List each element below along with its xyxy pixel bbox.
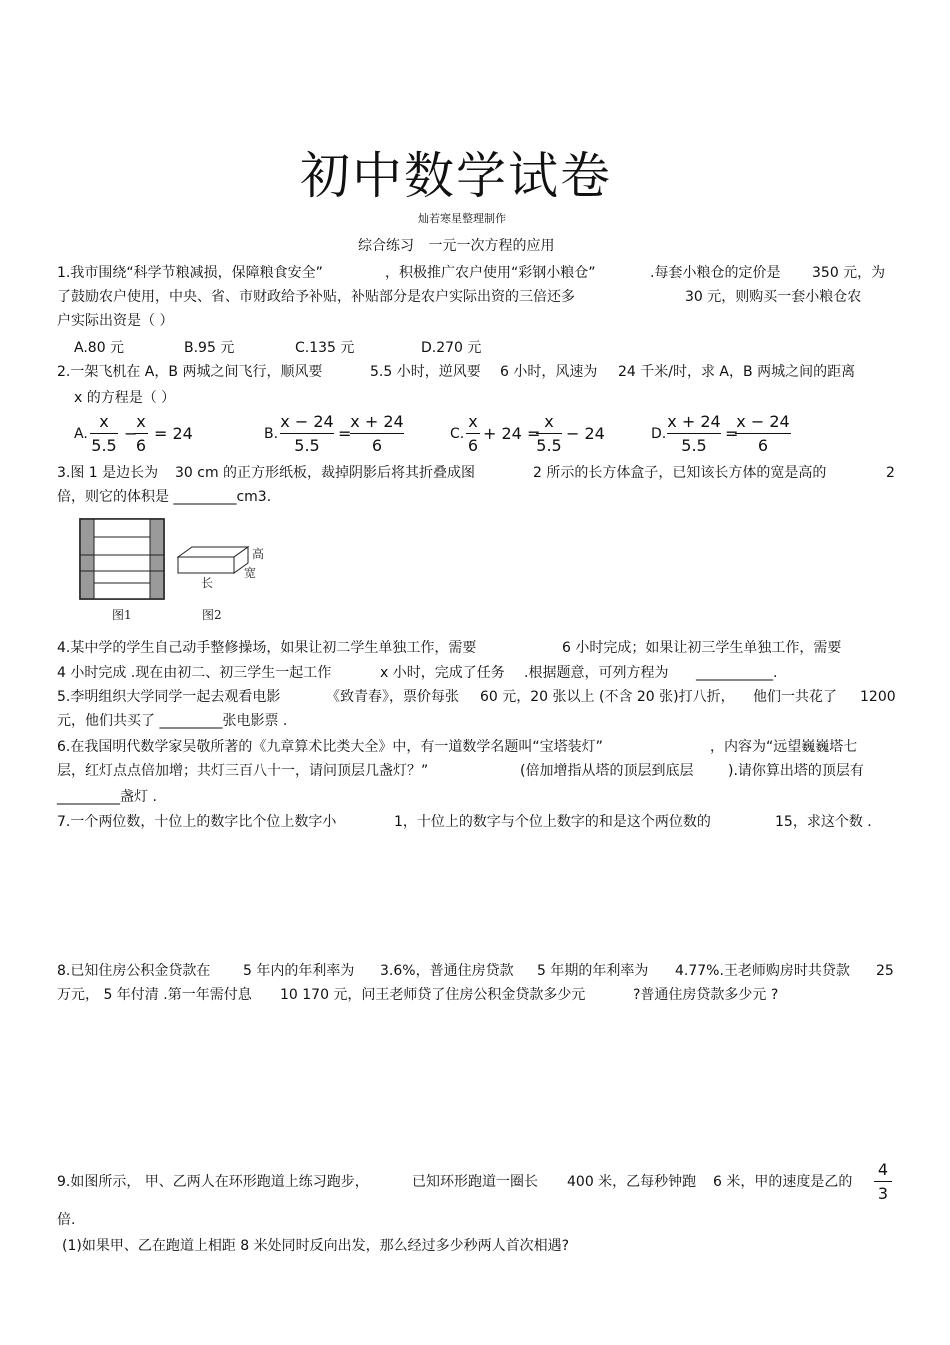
q2-d-den-1: 5.5 [681, 436, 707, 455]
q2-d-den-2: 6 [757, 436, 769, 455]
q1-line1-d: 350 元，为 [812, 265, 886, 281]
q9-line3: (1)如果甲、乙在跑道上相距 8 米处同时反向出发，那么经过多少秒两人首次相遇? [62, 1238, 570, 1254]
q3-line1-a: 3.图 1 是边长为 [57, 465, 159, 481]
q3-line1-b: 30 cm 的正方形纸板，裁掉阴影后将其折叠成图 [175, 465, 476, 481]
figure-1-caption: 图1 [112, 608, 132, 622]
q2-b-den-2: 6 [371, 436, 383, 455]
q9-fraction-num: 4 [877, 1160, 889, 1179]
q4-line1-a: 4.某中学的学生自己动手整修操场，如果让初二学生单独工作，需要 [57, 640, 477, 656]
q4-line2-c: .根据题意，可列方程为 [524, 665, 669, 681]
q2-option-b [264, 412, 424, 462]
q6-line3: _________盏灯 . [57, 789, 157, 805]
q4-line2-a: 4 小时完成 .现在由初二、初三学生一起工作 [57, 665, 332, 681]
q8-line1-c: 3.6%，普通住房贷款 [380, 963, 514, 979]
q8-line2-c: ?普通住房贷款多少元 ? [633, 987, 779, 1003]
q4-line2-b: x 小时，完成了任务 [380, 665, 505, 681]
q2-b-num-2: x + 24 [350, 412, 404, 431]
figure-2-height-label: 高 [252, 547, 265, 561]
q2-b-label: B. [264, 426, 279, 442]
q2-c-fraction-1 [466, 412, 480, 460]
q2-c-fraction-2 [536, 412, 562, 460]
figure-1-square [80, 519, 164, 599]
q2-a-den-1: 5.5 [91, 436, 117, 455]
q8-line1-d: 5 年期的年利率为 [537, 963, 649, 979]
q5-line1-b: 《致青春》，票价每张 [326, 689, 459, 705]
q6-line2-b: (倍加增指从塔的顶层到底层 [520, 763, 694, 779]
q1-option-b: B.95 元 [184, 340, 235, 356]
q2-b-fraction-2 [350, 412, 404, 460]
q2-d-fraction-1 [667, 412, 721, 460]
q2-b-fraction-1 [280, 412, 334, 460]
q6-line1-a: 6.在我国明代数学家吴敬所著的《九章算术比类大全》中，有一道数学名题叫“宝塔装灯” [57, 739, 603, 755]
q2-d-num-2: x − 24 [736, 412, 790, 431]
q8-line1-f: 25 [876, 963, 894, 979]
q5-line2: 元，他们共买了 _________张电影票 . [57, 713, 288, 729]
q2-b-den-1: 5.5 [294, 436, 320, 455]
q8-line2-a: 万元， 5 年付清 .第一年需付息 [57, 987, 252, 1003]
q1-option-c: C.135 元 [295, 340, 355, 356]
q2-d-label: D. [651, 426, 667, 442]
q2-c-label: C. [450, 426, 465, 442]
q1-option-d: D.270 元 [421, 340, 482, 356]
figure-2-width-label: 宽 [244, 566, 257, 580]
q2-option-d [651, 412, 811, 462]
q2-line1-d: 24 千米/时，求 A，B 两城之间的距离 [618, 364, 856, 380]
q1-line3: 户实际出资是（ ） [57, 313, 174, 329]
q2-d-fraction-2 [735, 412, 791, 460]
q9-line1-d: 6 米，甲的速度是乙的 [713, 1174, 853, 1190]
q9-fraction-4-3 [874, 1160, 892, 1208]
q7-line1-c: 15，求这个数 . [775, 814, 872, 830]
q2-a-den-2: 6 [135, 436, 147, 455]
q4-line2-d: ___________. [696, 665, 778, 681]
q2-c-num-1: x [468, 412, 478, 431]
q2-b-op: = [338, 424, 352, 443]
q5-line1-c: 60 元，20 张以上 (不含 20 张)打八折， [480, 689, 735, 705]
q2-c-den-2: 5.5 [536, 436, 562, 455]
q2-a-rhs: = 24 [154, 424, 193, 443]
q8-line1-e: 4.77%.王老师购房时共贷款 [675, 963, 850, 979]
q1-line1-c: .每套小粮仓的定价是 [650, 265, 781, 281]
q2-line1-a: 2.一架飞机在 A，B 两城之间飞行，顺风要 [57, 364, 323, 380]
figure-2-caption: 图2 [202, 608, 222, 622]
section-subtitle: 综合练习 一元一次方程的应用 [358, 238, 555, 254]
q6-line2-a: 层，红灯点点倍加增；共灯三百八十一，请问顶层几盏灯？” [57, 763, 429, 779]
q2-line1-c: 6 小时，风速为 [500, 364, 598, 380]
q2-a-num-1: x [99, 412, 109, 431]
q2-c-num-2: x [544, 412, 554, 431]
q7-line1-b: 1，十位上的数字与个位上数字的和是这个两位数的 [394, 814, 711, 830]
q8-line1-b: 5 年内的年利率为 [243, 963, 355, 979]
q4-line1-b: 6 小时完成；如果让初三学生单独工作，需要 [562, 640, 842, 656]
q2-a-fraction-2 [134, 412, 148, 460]
q2-a-fraction-1 [90, 412, 118, 460]
q2-line1-b: 5.5 小时，逆风要 [370, 364, 481, 380]
q3-figures [74, 513, 284, 625]
q2-a-op: − [124, 424, 138, 443]
figure-2-length-label: 长 [201, 576, 214, 590]
q1-line2-a: 了鼓励农户使用，中央、省、市财政给予补贴，补贴部分是农户实际出资的三倍还多 [57, 289, 575, 305]
q9-line1-a: 9.如图所示， 甲、乙两人在环形跑道上练习跑步， [57, 1174, 369, 1190]
q8-line1-a: 8.已知住房公积金贷款在 [57, 963, 211, 979]
q9-line2: 倍. [57, 1212, 76, 1228]
q6-line1-b: ，内容为“远望巍巍塔七 [710, 739, 858, 755]
q9-line1-b: 已知环形跑道一圈长 [412, 1174, 538, 1190]
figure-2-box [178, 547, 248, 573]
q6-line2-c: ).请你算出塔的顶层有 [728, 763, 864, 779]
q2-d-num-1: x + 24 [667, 412, 721, 431]
q3-line1-c: 2 所示的长方体盒子，已知该长方体的宽是高的 [533, 465, 827, 481]
q2-a-num-2: x [136, 412, 146, 431]
maker-credit: 灿若寒星整理制作 [418, 212, 506, 225]
q2-option-c [450, 412, 610, 462]
q2-c-den-1: 6 [467, 436, 479, 455]
q3-line1-d: 2 [886, 465, 895, 481]
q7-line1-a: 7.一个两位数，十位上的数字比个位上数字小 [57, 814, 337, 830]
q3-line2: 倍，则它的体积是 _________cm3. [57, 489, 272, 505]
q2-c-tail: − 24 [566, 424, 605, 443]
q8-line2-b: 10 170 元，问王老师贷了住房公积金贷款多少元 [280, 987, 586, 1003]
q2-a-label: A. [74, 426, 88, 442]
q2-b-num-1: x − 24 [280, 412, 334, 431]
q2-line2: x 的方程是（ ） [74, 390, 176, 406]
q5-line1-a: 5.李明组织大学同学一起去观看电影 [57, 689, 281, 705]
q2-d-op: = [725, 424, 739, 443]
q2-option-a [74, 412, 254, 462]
q5-line1-e: 1200 [860, 689, 896, 705]
q9-fraction-den: 3 [877, 1184, 889, 1203]
page-title: 初中数学试卷 [300, 147, 612, 205]
q2-c-mid: + 24 = [483, 424, 541, 443]
q1-line1-a: 1.我市围绕“科学节粮减损，保障粮食安全” [57, 265, 323, 281]
q1-line1-b: ，积极推广农户使用“彩钢小粮仓” [385, 265, 596, 281]
q5-line1-d: 他们一共花了 [753, 689, 837, 705]
q9-line1-c: 400 米，乙每秒钟跑 [567, 1174, 697, 1190]
q1-option-a: A.80 元 [74, 340, 125, 356]
q1-line2-b: 30 元，则购买一套小粮仓农 [685, 289, 862, 305]
